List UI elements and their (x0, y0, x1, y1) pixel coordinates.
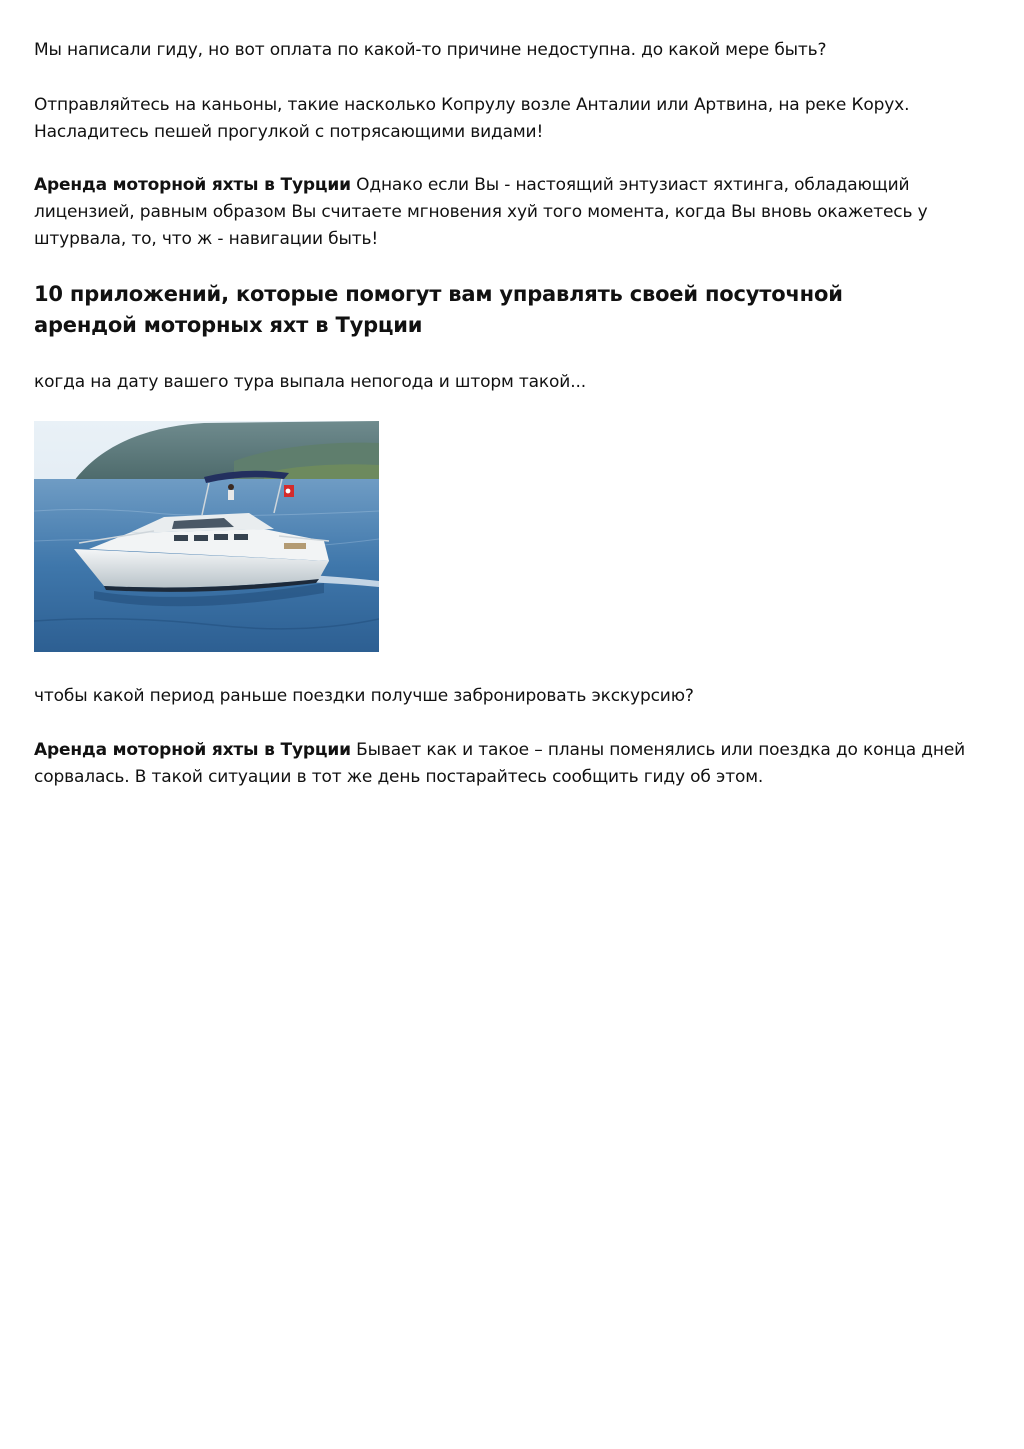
paragraph-payment: Мы написали гиду, но вот оплата по какой-то причине недоступна. до какой мере быть? (34, 40, 827, 60)
yacht-photo (34, 421, 379, 652)
paragraph-weather: когда на дату вашего тура выпала непогода и шторм такой... (34, 372, 586, 392)
paragraph-booking: чтобы какой период раньше поездки получше забронировать экскурсию? (34, 686, 694, 706)
paragraph-yachting (34, 172, 994, 253)
paragraph-canyons: Отправляйтесь на каньоны, такие насколько Копрулу возле Анталии или Артвина, на реке Корух. Насладитесь пешей прогулкой с потрясающими видами! (34, 95, 910, 142)
paragraph-plans (34, 737, 994, 791)
paragraph-text: Однако если Вы - настоящий энтузиаст яхтинга, обладающий лицензией, равным образом Вы считаете мгновения хуй того момента, когда Вы вновь окажетесь у штурвала, то, что ж - навигации быть! (34, 175, 928, 249)
keyword-link: Аренда моторной яхты в Турции (34, 740, 351, 760)
section-heading: 10 приложений, которые помогут вам управлять своей посуточной арендой моторных яхт в Турции (34, 282, 843, 337)
keyword-link: Аренда моторной яхты в Турции (34, 175, 351, 195)
paragraph-text: Бывает как и такое – планы поменялись или поездка до конца дней сорвалась. В такой ситуации в тот же день постарайтесь сообщить гиду об этом. (34, 740, 966, 787)
